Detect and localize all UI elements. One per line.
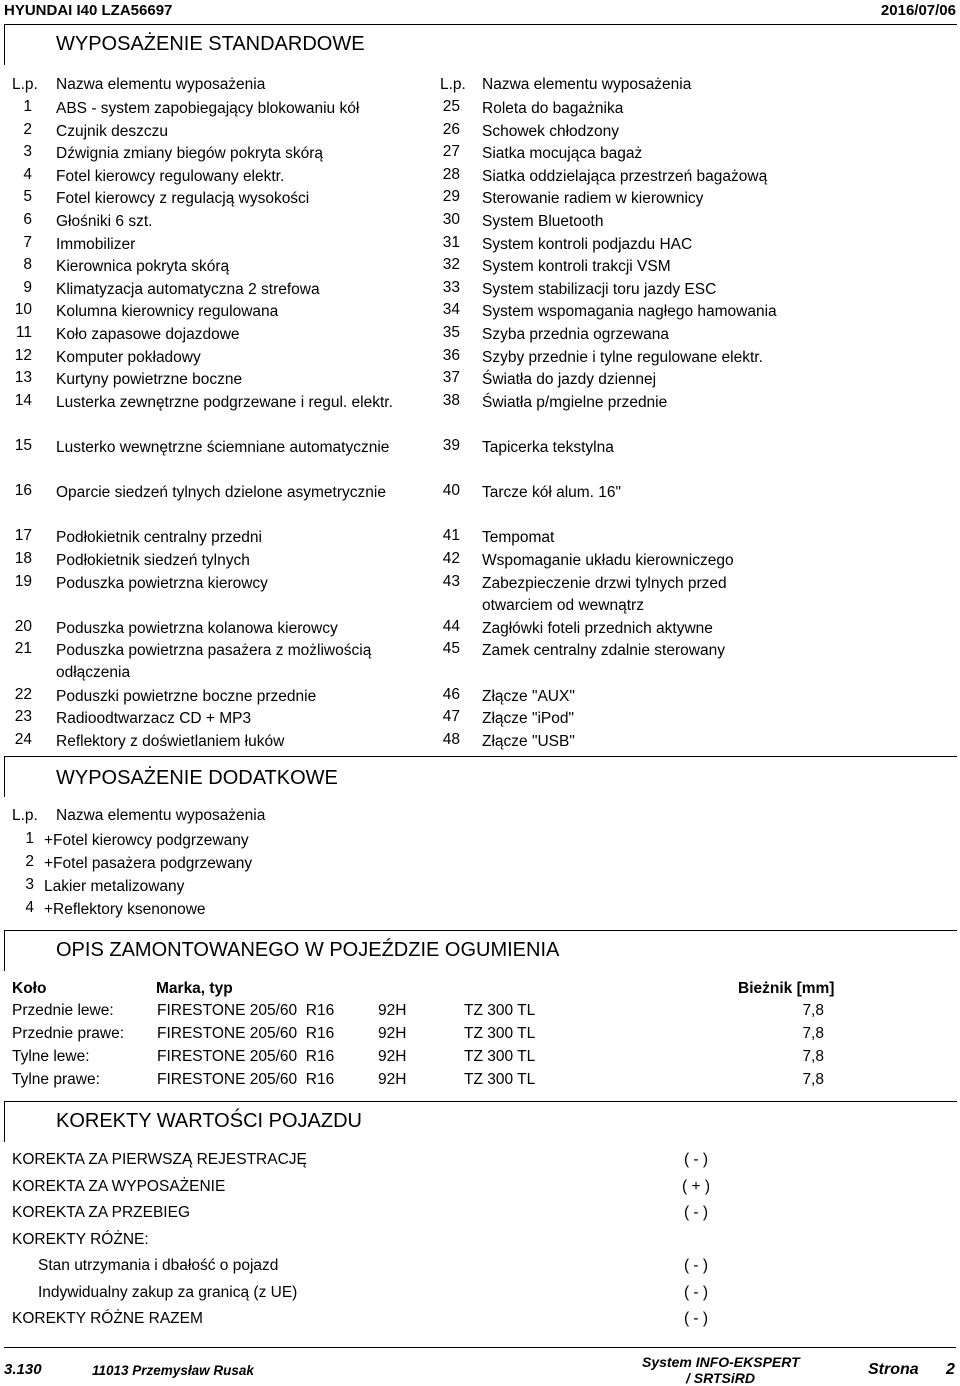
item-name: Siatka mocująca bagaż (482, 145, 643, 163)
tire-type: TZ 300 TL (464, 1071, 536, 1088)
tire-type: TZ 300 TL (464, 1048, 536, 1065)
correction-label: KOREKTY RÓŻNE RAZEM (12, 1310, 203, 1327)
item-name: Siatka oddzielająca przestrzeń bagażową (482, 167, 768, 185)
tire-load-index: 92H (378, 1071, 407, 1088)
item-name: Złącze "USB" (482, 732, 575, 750)
item-name: Tarcze kół alum. 16" (482, 484, 622, 502)
additional-col-name: Nazwa elementu wyposażenia (56, 807, 266, 824)
item-name: ABS - system zapobiegający blokowaniu kół (56, 100, 360, 117)
tires-col-brand: Marka, typ (156, 980, 233, 997)
item-number: 39 (442, 437, 460, 454)
item-name: Podłokietnik siedzeń tylnych (56, 552, 250, 569)
item-name: Tempomat (482, 529, 555, 547)
item-name: Zamek centralny zdalnie sterowany (482, 642, 725, 660)
tire-wheel: Tylne lewe: (12, 1048, 90, 1065)
item-name: Zabezpieczenie drzwi tylnych przed otwarciem od wewnątrz (482, 574, 727, 614)
item-name: Podłokietnik centralny przedni (56, 529, 262, 547)
item-number: 9 (23, 278, 32, 296)
item-name: Poduszka powietrzna kolanowa kierowcy (56, 619, 338, 637)
footer-system-line2: / SRTSiRD (686, 1370, 755, 1386)
additional-col-lp: L.p. (12, 807, 38, 824)
correction-label: KOREKTA ZA PIERWSZĄ REJESTRACJĘ (12, 1151, 307, 1168)
tire-type: TZ 300 TL (464, 1002, 536, 1019)
item-name: +Reflektory ksenonowe (44, 901, 206, 918)
footer-page-number: 2 (946, 1361, 955, 1378)
standard-col-name-right: Nazwa elementu wyposażenia (482, 76, 692, 93)
item-name: Szyby przednie i tylne regulowane elektr. (482, 348, 763, 366)
item-name: Sterowanie radiem w kierownicy (482, 190, 704, 208)
item-number: 14 (14, 391, 32, 409)
item-number: 2 (23, 120, 32, 138)
item-name: Immobilizer (56, 235, 136, 253)
tire-tread: 7,8 (802, 1071, 824, 1088)
item-name: Czujnik deszczu (56, 122, 168, 140)
document-header-date: 2016/07/06 (880, 2, 956, 19)
correction-value: ( + ) (682, 1178, 710, 1195)
tire-wheel: Tylne prawe: (12, 1071, 100, 1088)
item-number: 32 (442, 256, 460, 274)
item-name: Poduszka powietrzna pasażera z możliwością odłączenia (56, 642, 372, 682)
tire-load-index: 92H (378, 1048, 407, 1065)
correction-value: ( - ) (683, 1257, 709, 1274)
item-name: Reflektory z doświetlaniem łuków (56, 732, 285, 750)
standard-col-lp-right: L.p. (440, 76, 466, 93)
item-name: Kolumna kierownicy regulowana (56, 303, 279, 321)
item-number: 1 (25, 830, 34, 847)
item-number: 16 (14, 482, 32, 500)
additional-title: WYPOSAŻENIE DODATKOWE (56, 767, 338, 789)
item-number: 34 (442, 301, 460, 319)
item-name: +Fotel kierowcy podgrzewany (44, 832, 249, 849)
item-number: 29 (442, 188, 460, 206)
item-number: 40 (442, 482, 460, 500)
item-number: 38 (442, 391, 460, 409)
tire-load-index: 92H (378, 1002, 407, 1019)
item-number: 42 (442, 550, 460, 567)
footer-page-code: 3.130 (4, 1361, 42, 1378)
correction-value: ( - ) (683, 1204, 709, 1221)
item-number: 22 (14, 685, 32, 703)
item-number: 3 (23, 143, 32, 161)
item-number: 31 (442, 233, 460, 251)
item-number: 47 (442, 708, 460, 726)
item-name: Światła p/mgielne przednie (482, 393, 668, 411)
item-number: 7 (23, 233, 32, 251)
item-number: 37 (442, 369, 460, 387)
item-number: 13 (14, 369, 32, 387)
standard-title: WYPOSAŻENIE STANDARDOWE (56, 33, 365, 55)
item-name: Tapicerka tekstylna (482, 439, 614, 456)
tire-brand: FIRESTONE 205/60 R16 (157, 1002, 335, 1019)
item-number: 17 (14, 527, 32, 545)
item-number: 35 (442, 324, 460, 341)
tire-brand: FIRESTONE 205/60 R16 (157, 1071, 335, 1088)
tire-brand: FIRESTONE 205/60 R16 (157, 1048, 335, 1065)
item-name: Koło zapasowe dojazdowe (56, 326, 240, 343)
item-number: 1 (23, 98, 32, 115)
item-name: Światła do jazdy dziennej (482, 371, 657, 389)
item-name: Komputer pokładowy (56, 348, 201, 366)
correction-value: ( - ) (683, 1284, 709, 1301)
footer-page-label: Strona (868, 1361, 919, 1378)
tire-tread: 7,8 (802, 1002, 824, 1019)
tire-type: TZ 300 TL (464, 1025, 536, 1042)
item-name: Lakier metalizowany (44, 878, 185, 895)
item-name: Oparcie siedzeń tylnych dzielone asymetrycznie (56, 484, 386, 502)
item-number: 15 (14, 437, 32, 454)
item-number: 48 (442, 730, 460, 748)
item-name: Szyba przednia ogrzewana (482, 326, 669, 343)
correction-value: ( - ) (683, 1151, 709, 1168)
item-name: Kierownica pokryta skórą (56, 258, 230, 276)
footer-author: 11013 Przemysław Rusak (92, 1363, 254, 1378)
item-number: 27 (442, 143, 460, 161)
document-header-left: HYUNDAI I40 LZA56697 (4, 2, 173, 19)
item-name: System kontroli trakcji VSM (482, 258, 671, 276)
item-name: Poduszka powietrzna kierowcy (56, 574, 268, 592)
item-number: 36 (442, 346, 460, 364)
item-name: System wspomagania nagłego hamowania (482, 303, 777, 321)
correction-label: KOREKTY RÓŻNE: (12, 1231, 149, 1248)
item-number: 11 (15, 324, 32, 341)
item-number: 2 (25, 853, 34, 870)
item-name: Złącze "iPod" (482, 710, 574, 728)
tire-tread: 7,8 (802, 1048, 824, 1065)
item-number: 23 (14, 708, 32, 726)
item-name: Klimatyzacja automatyczna 2 strefowa (56, 280, 320, 298)
item-number: 26 (442, 120, 460, 138)
item-name: Poduszki powietrzne boczne przednie (56, 687, 317, 705)
item-name: System kontroli podjazdu HAC (482, 235, 693, 253)
footer-system-line1: System INFO-EKSPERT (642, 1354, 800, 1370)
item-number: 43 (442, 572, 460, 590)
correction-label: Stan utrzymania i dbałość o pojazd (38, 1257, 279, 1274)
corrections-title: KOREKTY WARTOŚCI POJAZDU (56, 1110, 362, 1132)
item-number: 8 (23, 256, 32, 274)
correction-label: KOREKTA ZA PRZEBIEG (12, 1204, 191, 1221)
item-number: 18 (14, 550, 32, 567)
item-name: System Bluetooth (482, 213, 604, 230)
item-name: +Fotel pasażera podgrzewany (44, 855, 253, 872)
item-name: Schowek chłodzony (482, 122, 619, 140)
item-number: 4 (25, 899, 34, 916)
footer-rule (4, 1347, 956, 1348)
tire-brand: FIRESTONE 205/60 R16 (157, 1025, 335, 1042)
item-name: Lusterka zewnętrzne podgrzewane i regul. elektr. (56, 393, 393, 411)
item-name: Fotel kierowcy regulowany elektr. (56, 167, 285, 185)
item-name: Kurtyny powietrzne boczne (56, 371, 243, 389)
item-number: 46 (442, 685, 460, 703)
item-number: 4 (23, 165, 32, 183)
item-number: 28 (442, 165, 460, 183)
item-name: Fotel kierowcy z regulacją wysokości (56, 190, 310, 208)
tire-wheel: Przednie lewe: (12, 1002, 114, 1019)
item-number: 3 (25, 876, 34, 893)
item-name: Głośniki 6 szt. (56, 213, 153, 230)
item-number: 12 (14, 346, 32, 364)
correction-label: KOREKTA ZA WYPOSAŻENIE (12, 1178, 226, 1195)
standard-col-name-left: Nazwa elementu wyposażenia (56, 76, 266, 93)
item-name: Radioodtwarzacz CD + MP3 (56, 710, 252, 728)
item-name: Dźwignia zmiany biegów pokryta skórą (56, 145, 324, 163)
item-number: 6 (23, 211, 32, 228)
item-number: 19 (14, 572, 32, 590)
item-number: 30 (442, 211, 460, 228)
item-number: 10 (14, 301, 32, 319)
item-number: 33 (442, 278, 460, 296)
tire-wheel: Przednie prawe: (12, 1025, 125, 1042)
tires-col-tread: Bieżnik [mm] (738, 980, 835, 997)
tire-tread: 7,8 (802, 1025, 824, 1042)
item-number: 44 (442, 617, 460, 635)
tires-col-wheel: Koło (12, 980, 47, 997)
item-number: 45 (442, 640, 460, 658)
item-number: 20 (14, 617, 32, 635)
tires-title: OPIS ZAMONTOWANEGO W POJEŹDZIE OGUMIENIA (56, 939, 560, 961)
item-number: 41 (442, 527, 460, 545)
item-number: 21 (14, 640, 32, 658)
item-name: Lusterko wewnętrzne ściemniane automatycznie (56, 439, 390, 456)
item-name: Wspomaganie układu kierowniczego (482, 552, 734, 569)
correction-label: Indywidualny zakup za granicą (z UE) (38, 1284, 298, 1301)
item-number: 24 (14, 730, 32, 748)
correction-value: ( - ) (683, 1310, 709, 1327)
standard-col-lp-left: L.p. (12, 76, 38, 93)
item-name: Złącze "AUX" (482, 687, 575, 705)
item-name: System stabilizacji toru jazdy ESC (482, 280, 717, 298)
item-number: 5 (23, 188, 32, 206)
item-name: Roleta do bagażnika (482, 100, 624, 117)
item-number: 25 (442, 98, 460, 115)
item-name: Zagłówki foteli przednich aktywne (482, 619, 713, 637)
tire-load-index: 92H (378, 1025, 407, 1042)
